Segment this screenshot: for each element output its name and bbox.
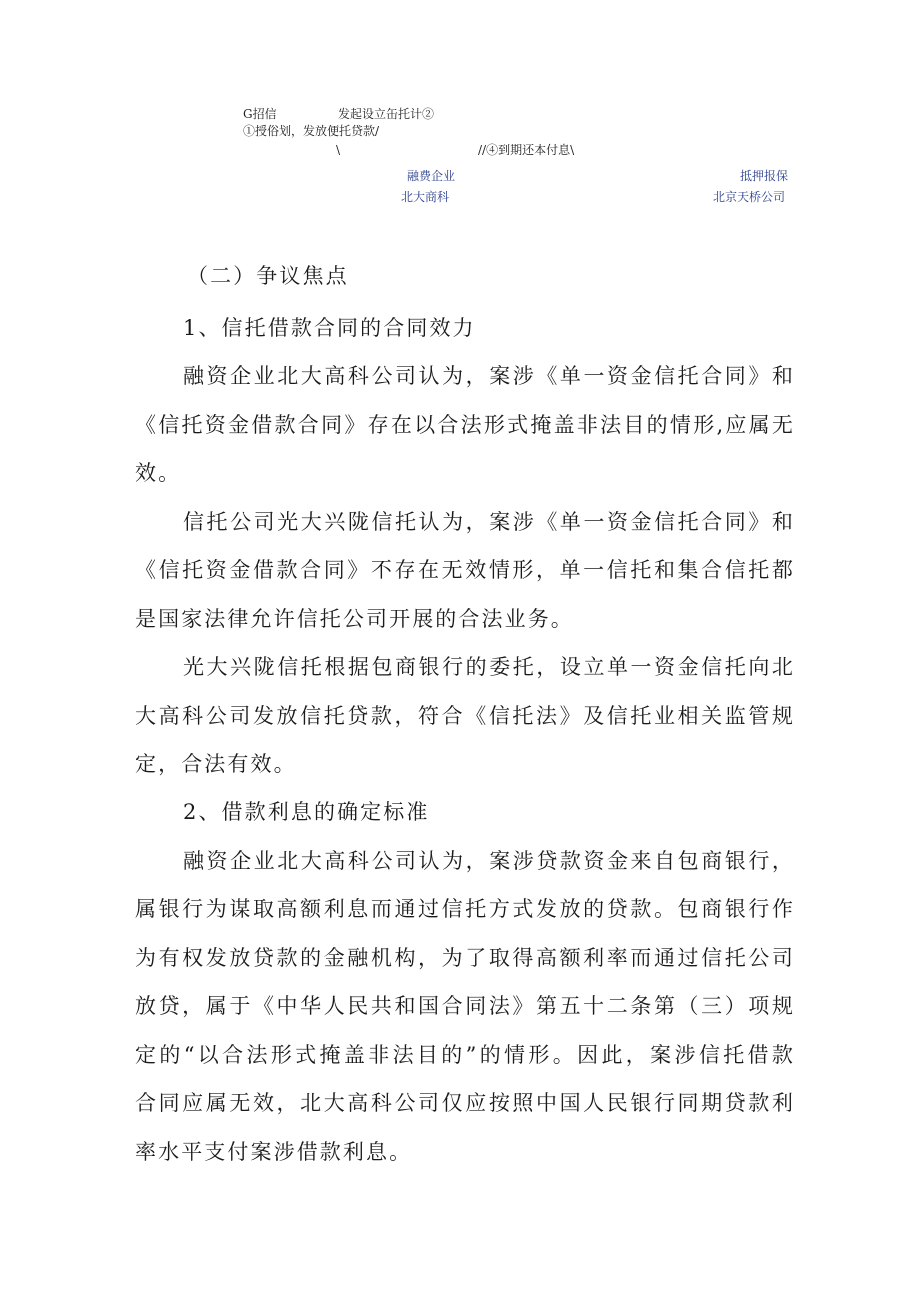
diagram-node-financing-enterprise: 融费企业 (407, 169, 456, 183)
diagram-node-bdgk: 北大商科 (401, 190, 450, 204)
diagram-label-loan-issue: ①授俗划，发放便托贷款/ (243, 124, 380, 138)
paragraph-line: 《信托资金借款合同》不存在无效情形，单一信托和集合信托都 (135, 558, 795, 582)
paragraph-line: 合同应属无效，北大高科公司仅应按照中国人民银行同期贷款利 (135, 1091, 795, 1115)
paragraph-line: 定，合法有效。 (135, 752, 297, 776)
paragraph-line: 是国家法律允许信托公司开展的合法业务。 (135, 607, 574, 631)
paragraph-line: 效。 (135, 461, 182, 485)
diagram-node-tianqiao: 北京天桥公司 (713, 190, 786, 204)
paragraph-line: 属银行为谋取高额利息而通过信托方式发放的贷款。包商银行作 (135, 897, 795, 921)
paragraph-line: 率水平支付案涉借款利息。 (135, 1140, 413, 1164)
paragraph-line: 融资企业北大高科公司认为，案涉《单一资金信托合同》和 (183, 364, 795, 388)
subheading-interest-standard: 2、借款利息的确定标准 (183, 800, 430, 824)
paragraph-line: 《信托资金借款合同》存在以合法形式掩盖非法目的情形,应属无 (135, 413, 795, 437)
section-heading: （二）争议焦点 (187, 264, 349, 288)
paragraph-line: 融资企业北大高科公司认为，案涉贷款资金来自包商银行， (183, 849, 795, 873)
subheading-contract-validity: 1、信托借款合同的合同效力 (183, 316, 476, 340)
paragraph-line: 为有权发放贷款的金融机构，为了取得高额利率而通过信托公司 (135, 946, 795, 970)
diagram-label-establish-trust: 发起设立缶托计② (338, 107, 435, 121)
diagram-arrow-slash: \ (336, 143, 341, 157)
paragraph-line: 光大兴陇信托根据包商银行的委托，设立单一资金信托向北 (183, 655, 795, 679)
paragraph-line: 信托公司光大兴陇信托认为，案涉《单一资金信托合同》和 (183, 510, 795, 534)
diagram-label-repayment: //④到期还本付息\ (478, 143, 575, 157)
paragraph-line: 定的“以合法形式掩盖非法目的”的情形。因此，案涉信托借款 (135, 1043, 795, 1067)
diagram-label-trust-initiator: G招信 (243, 107, 277, 121)
paragraph-line: 放贷，属于《中华人民共和国合同法》第五十二条第（三）项规 (135, 994, 795, 1018)
paragraph-line: 大高科公司发放信托贷款，符合《信托法》及信托业相关监管规 (135, 704, 795, 728)
diagram-node-mortgage-guarantee: 抵押报保 (740, 169, 789, 183)
